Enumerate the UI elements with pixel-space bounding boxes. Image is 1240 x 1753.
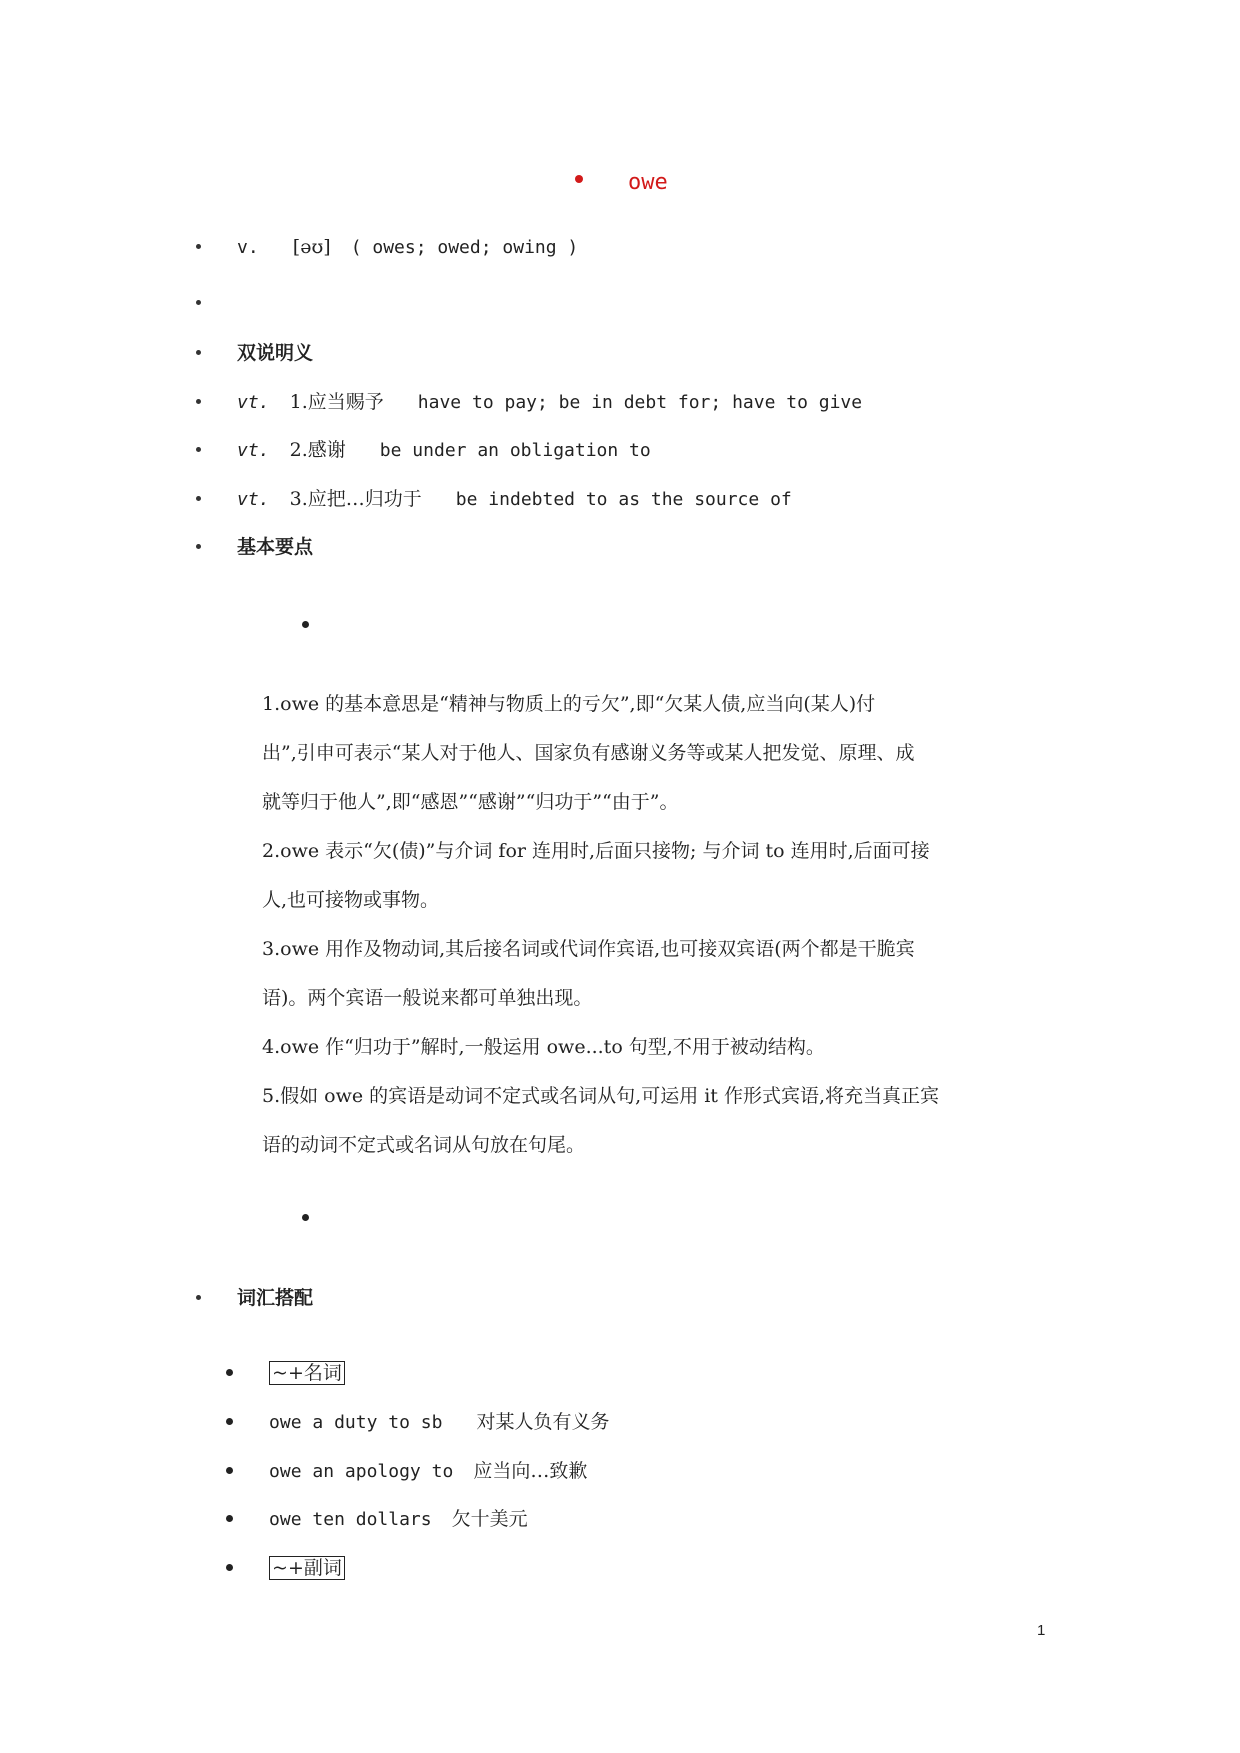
collocation-item: owe an apology to 应当向…致歉 (226, 1456, 587, 1486)
bullet-icon (226, 1564, 233, 1571)
entry-headword: owe (628, 170, 668, 195)
basics-line: 语)。两个宾语一般说来都可单独出现。 (262, 987, 593, 1009)
basics-line: 5.假如 owe 的宾语是动词不定式或名词从句,可运用 it 作形式宾语,将充当真正宾 (262, 1085, 940, 1107)
bullet-icon (196, 300, 201, 305)
bullet-icon (196, 350, 201, 355)
collocations-heading: 词汇搭配 (196, 1283, 313, 1313)
basics-line: 2.owe 表示“欠(债)”与介词 for 连用时,后面只接物; 与介词 to 连用时,后面可接 (262, 840, 930, 862)
bullet-icon (226, 1515, 233, 1522)
ipa: [əʊ] (292, 236, 331, 258)
pronunciation-row (196, 232, 578, 262)
definition-row: vt. 3.应把…归功于 be indebted to as the source of (196, 484, 792, 514)
bullet-icon (226, 1369, 233, 1376)
bullet-icon (196, 544, 201, 549)
title-bullet-icon (575, 175, 583, 183)
word-forms: ( owes; owed; owing ) (350, 237, 579, 258)
basics-line: 语的动词不定式或名词从句放在句尾。 (262, 1134, 586, 1156)
basics-line: 人,也可接物或事物。 (262, 889, 440, 911)
part-of-speech: v. (237, 237, 259, 258)
bullet-icon (196, 399, 201, 404)
collocation-item: owe a duty to sb 对某人负有义务 (226, 1407, 610, 1437)
basics-line: 4.owe 作“归功于”解时,一般运用 owe...to 句型,不用于被动结构。 (262, 1036, 825, 1058)
bullet-icon (226, 1467, 233, 1474)
collocation-noun-label: ~+名词 (226, 1358, 345, 1388)
definition-row: vt. 2.感谢 be under an obligation to (196, 435, 651, 465)
collocation-adverb-label: ~+副词 (226, 1553, 345, 1583)
bullet-icon (226, 1418, 233, 1425)
basics-heading: 基本要点 (196, 532, 313, 562)
bullet-icon (196, 244, 201, 249)
basics-text (262, 680, 1062, 1170)
bullet-icon (302, 621, 309, 628)
bullet-icon (196, 496, 201, 501)
definitions-heading: 双说明义 (196, 338, 313, 368)
entry-title (575, 170, 668, 195)
bullet-icon (196, 447, 201, 452)
collocation-item: owe ten dollars 欠十美元 (226, 1504, 528, 1534)
definition-row: vt. 1.应当赐予 have to pay; be in debt for; have to give (196, 387, 862, 417)
page-number: 1 (1037, 1622, 1046, 1639)
basics-line: 3.owe 用作及物动词,其后接名词或代词作宾语,也可接双宾语(两个都是干脆宾 (262, 938, 915, 960)
bullet-icon (196, 1295, 201, 1300)
empty-bullet-row (196, 288, 231, 318)
basics-line: 出”,引申可表示“某人对于他人、国家负有感谢义务等或某人把发觉、原理、成 (262, 742, 915, 764)
basics-line: 1.owe 的基本意思是“精神与物质上的亏欠”,即“欠某人债,应当向(某人)付 (262, 693, 876, 715)
basics-line: 就等归于他人”,即“感恩”“感谢”“归功于”“由于”。 (262, 791, 679, 813)
bullet-icon (302, 1214, 309, 1221)
